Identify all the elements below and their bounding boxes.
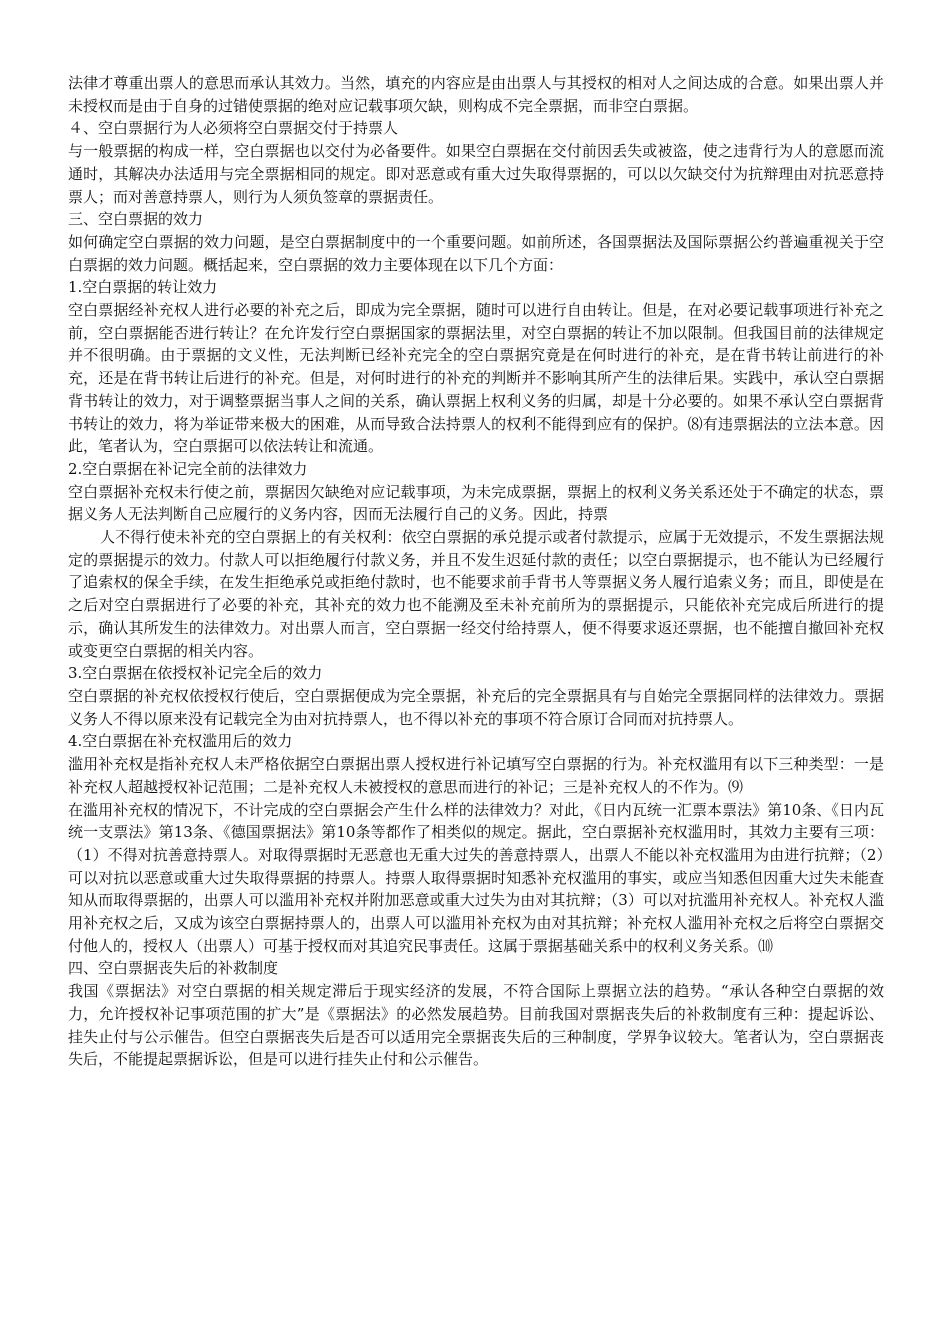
subsection-heading-1: 1.空白票据的转让效力	[68, 278, 218, 297]
paragraph-1: 法律才尊重出票人的意思而承认其效力。当然，填充的内容应是由出票人与其授权的相对人之间达成的合意。如果出票人并未授权而是由于自身的过错使票据的绝对应记载事项欠缺，则构成不完全票据，而非空白票据。	[68, 74, 884, 115]
chapter-heading-3: 三、空白票据的效力	[68, 210, 204, 229]
paragraph-9: 在滥用补充权的情况下，不计完成的空白票据会产生什么样的法律效力？对此，《日内瓦统一汇票本票法》第10条、《日内瓦统一支票法》第13条、《德国票据法》第10条等都作了相类似的规定。据此，空白票据补充权滥用时，其效力主要有三项：（1）不得对抗善意持票人。对取得票据时无恶意也无重大过失的善意持票人，出票人不能以补充权滥用为由进行抗辩；（2）可以对抗以恶意或重大过失取得票据的持票人。持票人取得票据时知悉补充权滥用的事实，或应当知悉但因重大过失未能查知从而取得票据的，出票人可以滥用补充权并附加恶意或重大过失为由对其抗辩；（3）可以对抗滥用补充权人。补充权人滥用补充权之后，又成为该空白票据持票人的，出票人可以滥用补充权为由对其抗辩；补充权人滥用补充权之后将空白票据交付他人的，授权人（出票人）可基于授权而对其追究民事责任。这属于票据基础关系中的权利义务关系。⑽	[68, 800, 884, 955]
document-page	[68, 72, 884, 1071]
subsection-heading-3: 3.空白票据在依授权补记完全后的效力	[68, 664, 323, 683]
chapter-heading-4: 四、空白票据丧失后的补救制度	[68, 959, 279, 978]
paragraph-6: 人不得行使未补充的空白票据上的有关权利：依空白票据的承兑提示或者付款提示，应属于无效提示，不发生票据法规定的票据提示的效力。付款人可以拒绝履行付款义务，并且不发生迟延付款的责任；以空白票据提示，也不能认为已经履行了追索权的保全手续，在发生拒绝承兑或拒绝付款时，也不能要求前手背书人等票据义务人履行追索义务；而且，即使是在之后对空白票据进行了必要的补充，其补充的效力也不能溯及至未补充前所为的票据提示，只能依补充完成后所进行的提示，确认其所发生的法律效力。对出票人而言，空白票据一经交付给持票人，便不得要求返还票据，也不能擅自撤回补充权或变更空白票据的相关内容。	[68, 528, 884, 660]
paragraph-2: 与一般票据的构成一样，空白票据也以交付为必备要件。如果空白票据在交付前因丢失或被盗，使之违背行为人的意愿而流通时，其解决办法适用与完全票据相同的规定。即对恶意或有重大过失取得票据的，可以以欠缺交付为抗辩理由对抗恶意持票人；而对善意持票人，则行为人须负签章的票据责任。	[68, 142, 884, 206]
paragraph-4: 空白票据经补充权人进行必要的补充之后，即成为完全票据，随时可以进行自由转让。但是，在对必要记载事项进行补充之前，空白票据能否进行转让？在允许发行空白票据国家的票据法里，对空白票据的转让不加以限制。但我国目前的法律规定并不很明确。由于票据的文义性，无法判断已经补充完全的空白票据究竟是在何时进行的补充，是在背书转让前进行的补充，还是在背书转让后进行的补充。但是，对何时进行的补充的判断并不影响其所产生的法律后果。实践中，承认空白票据背书转让的效力，对于调整票据当事人之间的关系，确认票据上权利义务的归属，却是十分必要的。如果不承认空白票据背书转让的效力，将为举证带来极大的困难，从而导致合法持票人的权利不能得到应有的保护。⑻有违票据法的立法本意。因此，笔者认为，空白票据可以依法转让和流通。	[68, 301, 884, 456]
section-heading-4: ４、空白票据行为人必须将空白票据交付于持票人	[68, 119, 399, 138]
paragraph-7: 空白票据的补充权依授权行使后，空白票据便成为完全票据，补充后的完全票据具有与自始完全票据同样的法律效力。票据义务人不得以原来没有记载完全为由对抗持票人，也不得以补充的事项不符合原订合同而对抗持票人。	[68, 686, 884, 728]
subsection-heading-4: 4.空白票据在补充权滥用后的效力	[68, 732, 293, 751]
paragraph-3: 如何确定空白票据的效力问题，是空白票据制度中的一个重要问题。如前所述，各国票据法及国际票据公约普遍重视关于空白票据的效力问题。概括起来，空白票据的效力主要体现在以下几个方面：	[68, 232, 884, 274]
paragraph-8: 滥用补充权是指补充权人未严格依据空白票据出票人授权进行补记填写空白票据的行为。补充权滥用有以下三种类型：一是补充权人超越授权补记范围；二是补充权人未被授权的意思而进行的补记；三是补充权人的不作为。⑼	[68, 755, 884, 796]
subsection-heading-2: 2.空白票据在补记完全前的法律效力	[68, 459, 308, 478]
paragraph-5: 空白票据补充权未行使之前，票据因欠缺绝对应记载事项，为未完成票据，票据上的权利义务关系还处于不确定的状态，票据义务人无法判断自己应履行的义务内容，因而无法履行自己的义务。因此，持票	[68, 482, 884, 524]
paragraph-10: 我国《票据法》对空白票据的相关规定滞后于现实经济的发展，不符合国际上票据立法的趋势。“承认各种空白票据的效力，允许授权补记事项范围的扩大”是《票据法》的必然发展趋势。目前我国对票据丧失后的补救制度有三种：提起诉讼、挂失止付与公示催告。但空白票据丧失后是否可以适用完全票据丧失后的三种制度，学界争议较大。笔者认为，空白票据丧失后，不能提起票据诉讼，但是可以进行挂失止付和公示催告。	[68, 982, 884, 1069]
